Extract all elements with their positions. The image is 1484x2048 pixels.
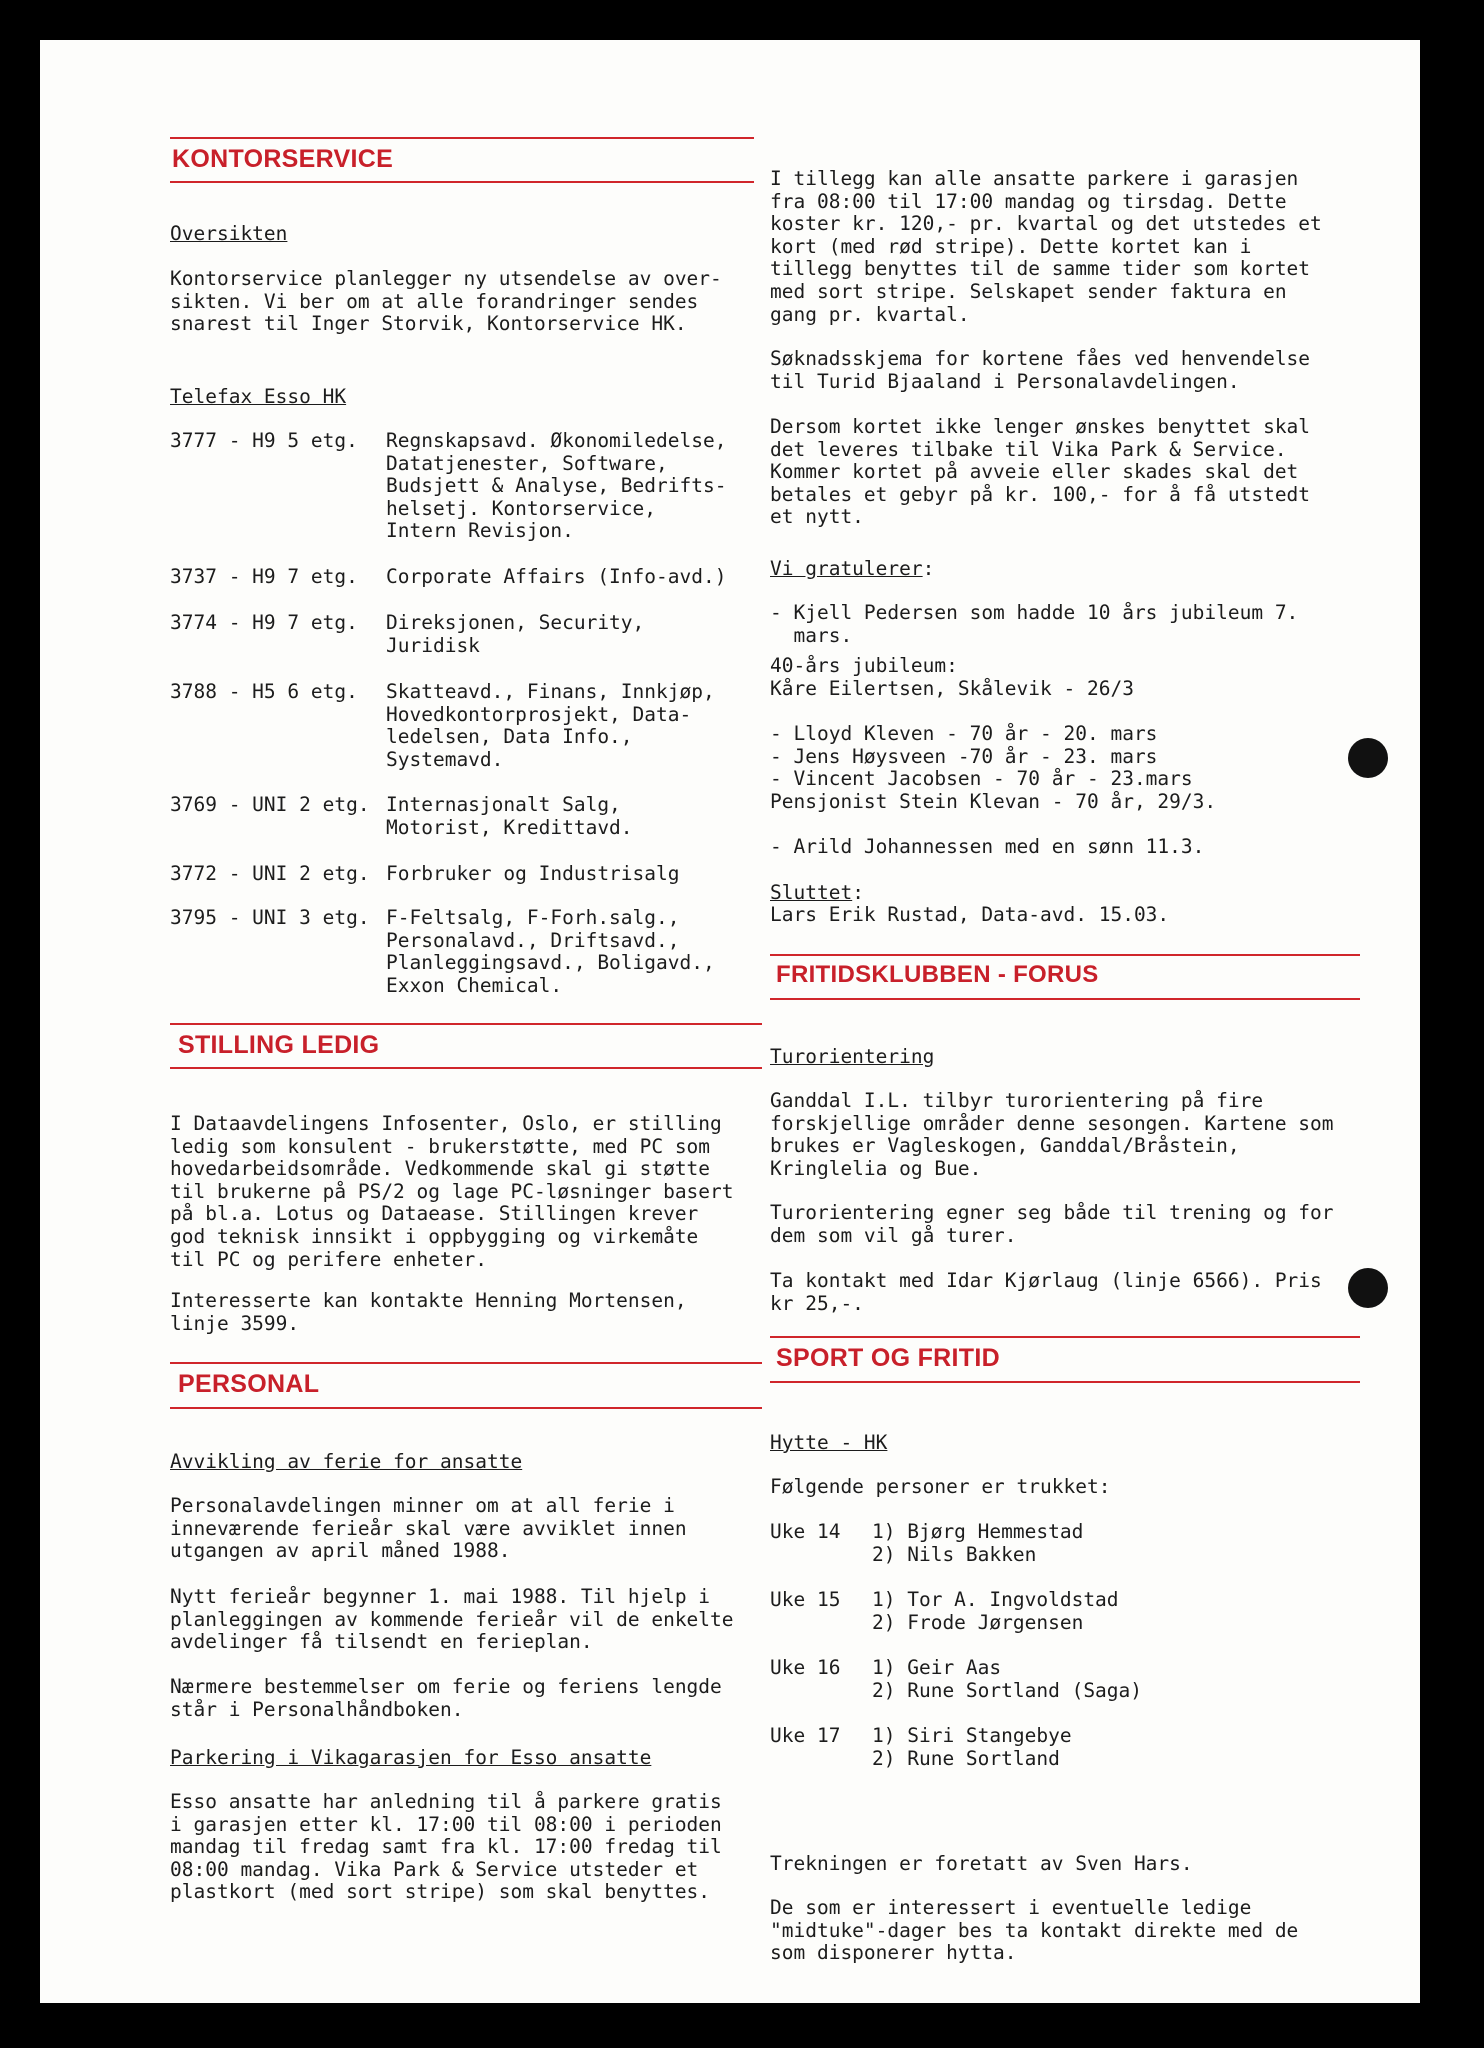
ferie-title: Avvikling av ferie for ansatte — [170, 1450, 523, 1473]
gratulerer-text: - Lloyd Kleven - 70 år - 20. mars - Jens Høysveen -70 år - 23. mars - Vincent Jacobsen - 70 år - 23.mars Pensjonist Stein Klevan - 70 år, 29/3. — [770, 722, 1217, 813]
section-rule — [170, 1023, 762, 1025]
sluttet-title: Sluttet: — [770, 881, 864, 904]
telefax-departments: Internasjonalt Salg, Motorist, Kredittavd. — [386, 793, 633, 839]
section-rule — [170, 1407, 762, 1409]
telefax-departments: Corporate Affairs (Info-avd.) — [386, 565, 727, 588]
punch-hole — [1348, 738, 1388, 778]
personal-heading: PERSONAL — [178, 1370, 320, 1398]
telefax-code: 3788 - H5 6 etg. — [170, 680, 358, 703]
section-rule — [770, 954, 1360, 956]
telefax-departments: Skatteavd., Finans, Innkjøp, Hovedkontorprosjekt, Data- ledelsen, Data Info., Systemavd. — [386, 680, 715, 771]
section-rule — [770, 1381, 1360, 1383]
telefax-code: 3774 - H9 7 etg. — [170, 611, 358, 634]
telefax-departments: Regnskapsavd. Økonomiledelse, Datatjenester, Software, Budsjett & Analyse, Bedrifts- helsetj. Kontorservice, Intern Revisjon. — [386, 429, 727, 543]
week-label: Uke 17 — [770, 1724, 841, 1747]
oversikten-title: Oversikten — [170, 222, 288, 245]
dersom-text: Dersom kortet ikke lenger ønskes benyttet skal det leveres tilbake til Vika Park & Service. Kommer kortet på avveie eller skades skal det betales et gebyr på kr. 100,- for å få utstedt et nytt. — [770, 415, 1311, 529]
telefax-departments: Direksjonen, Security, Juridisk — [386, 611, 645, 657]
parkering-title: Parkering i Vikagarasjen for Esso ansatte — [170, 1746, 652, 1769]
section-rule — [170, 1362, 762, 1364]
ferie-text: Nytt ferieår begynner 1. mai 1988. Til hjelp i planleggingen av kommende ferieår vil de enkelte avdelinger få tilsendt en ferieplan. — [170, 1585, 734, 1654]
telefax-code: 3737 - H9 7 etg. — [170, 565, 358, 588]
fritidsklubben-heading: FRITIDSKLUBBEN - FORUS — [776, 961, 1099, 988]
gratulerer-title: Vi gratulerer: — [770, 557, 935, 580]
telefax-code: 3777 - H9 5 etg. — [170, 429, 358, 452]
turorientering-text: Ganddal I.L. tilbyr turorientering på fire forskjellige områder denne sesongen. Kartene som brukes er Vagleskogen, Ganddal/Bråstein, Kringlelia og Bue. — [770, 1089, 1334, 1180]
oversikten-text: Kontorservice planlegger ny utsendelse av over- sikten. Vi ber om at alle forandringer sendes snarest til Inger Storvik, Kontorservice HK. — [170, 267, 722, 336]
section-rule — [770, 998, 1360, 1000]
ferie-text: Personalavdelingen minner om at all ferie i inneværende ferieår skal være avviklet innen utgangen av april måned 1988. — [170, 1494, 687, 1563]
week-names: 1) Geir Aas 2) Rune Sortland (Saga) — [872, 1656, 1143, 1702]
section-rule — [770, 1336, 1360, 1338]
gratulerer-text: - Arild Johannessen med en sønn 11.3. — [770, 835, 1205, 858]
stilling-contact-text: Interesserte kan kontakte Henning Mortensen, linje 3599. — [170, 1289, 687, 1335]
week-label: Uke 14 — [770, 1520, 841, 1543]
telefax-code: 3769 - UNI 2 etg. — [170, 793, 370, 816]
punch-hole — [1348, 1268, 1388, 1308]
turorientering-title: Turorientering — [770, 1045, 935, 1068]
telefax-code: 3795 - UNI 3 etg. — [170, 906, 370, 929]
telefax-title: Telefax Esso HK — [170, 385, 347, 408]
soknad-text: Søknadsskjema for kortene fåes ved henvendelse til Turid Bjaaland i Personalavdelingen. — [770, 347, 1311, 393]
telefax-departments: F-Feltsalg, F-Forh.salg., Personalavd., Driftsavd., Planleggingsavd., Boligavd., Exxon Chemical. — [386, 906, 715, 997]
turorientering-text: Ta kontakt med Idar Kjørlaug (linje 6566). Pris kr 25,-. — [770, 1269, 1322, 1315]
hytte-intro: Følgende personer er trukket: — [770, 1475, 1111, 1498]
gratulerer-text: - Kjell Pedersen som hadde 10 års jubileum 7. mars. — [770, 601, 1299, 647]
week-label: Uke 16 — [770, 1656, 841, 1679]
sport-og-fritid-heading: SPORT OG FRITID — [776, 1344, 1000, 1372]
stilling-text: I Dataavdelingens Infosenter, Oslo, er stilling ledig som konsulent - brukerstøtte, med PC som hovedarbeidsområde. Vedkommende skal gi støtte til brukerne på PS/2 og lage PC-løsninger basert på bl.a. Lotus og Dataease. Stillingen krever god teknisk innsikt i oppbygging og virkemåte til PC og perifere enheter. — [170, 1112, 734, 1271]
parkering-text: Esso ansatte har anledning til å parkere gratis i garasjen etter kl. 17:00 til 08:00 i perioden mandag til fredag samt fra kl. 17:00 fredag til 08:00 mandag. Vika Park & Service utsteder et plastkort (med sort stripe) som skal benyttes. — [170, 1790, 722, 1904]
midtuke-text: De som er interessert i eventuelle ledige "midtuke"-dager bes ta kontakt direkte med de som disponerer hytta. — [770, 1896, 1299, 1965]
week-names: 1) Siri Stangebye 2) Rune Sortland — [872, 1724, 1072, 1770]
parkering-tillegg-text: I tillegg kan alle ansatte parkere i garasjen fra 08:00 til 17:00 mandag og tirsdag. Dette koster kr. 120,- pr. kvartal og det utstedes et kort (med rød stripe). Dette kortet kan i tillegg benyttes til de samme tider som kortet med sort stripe. Selskapet sender faktura en gang pr. kvartal. — [770, 167, 1322, 326]
sluttet-text: Lars Erik Rustad, Data-avd. 15.03. — [770, 903, 1170, 926]
turorientering-text: Turorientering egner seg både til trening og for dem som vil gå turer. — [770, 1201, 1334, 1247]
stilling-ledig-heading: STILLING LEDIG — [178, 1031, 380, 1059]
section-rule — [170, 181, 754, 183]
week-names: 1) Tor A. Ingvoldstad 2) Frode Jørgensen — [872, 1588, 1119, 1634]
gratulerer-text: 40-års jubileum: Kåre Eilertsen, Skålevik - 26/3 — [770, 654, 1134, 700]
week-names: 1) Bjørg Hemmestad 2) Nils Bakken — [872, 1520, 1084, 1566]
ferie-text: Nærmere bestemmelser om ferie og feriens lengde står i Personalhåndboken. — [170, 1675, 722, 1721]
hytte-title: Hytte - HK — [770, 1431, 888, 1454]
week-label: Uke 15 — [770, 1588, 841, 1611]
section-rule — [170, 1067, 762, 1069]
telefax-code: 3772 - UNI 2 etg. — [170, 862, 370, 885]
trekning-text: Trekningen er foretatt av Sven Hars. — [770, 1852, 1193, 1875]
telefax-departments: Forbruker og Industrisalg — [386, 862, 680, 885]
document-page — [40, 40, 1420, 2003]
section-rule — [170, 137, 754, 139]
kontorservice-heading: KONTORSERVICE — [172, 145, 394, 173]
